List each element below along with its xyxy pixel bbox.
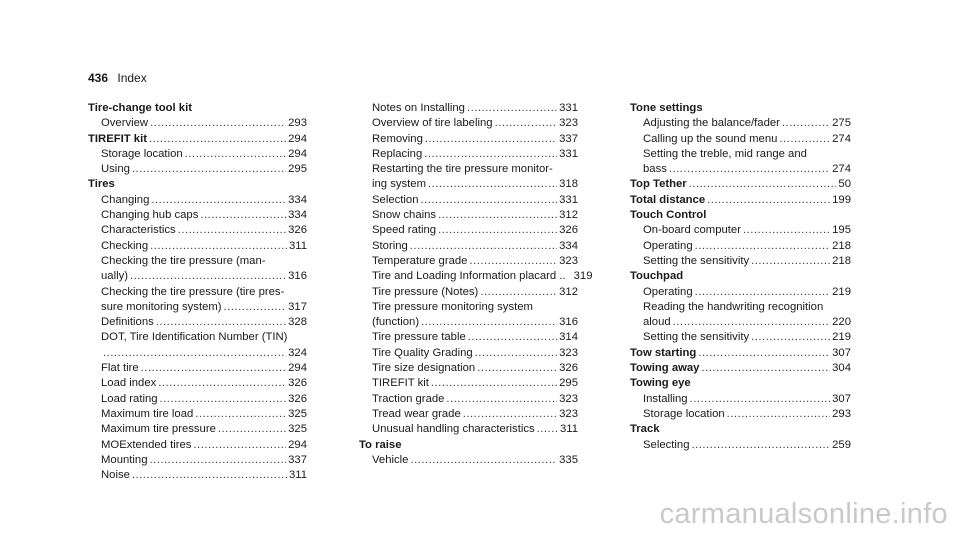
index-subentry: Restarting the tire pressure monitor- (372, 163, 553, 176)
index-subentry (88, 453, 307, 468)
leader-dots (185, 147, 286, 162)
leader-dots (160, 392, 287, 407)
page-ref: 294 (288, 438, 307, 451)
index-subentry (630, 239, 851, 254)
entry-text: Tread wear grade (372, 407, 461, 420)
index-subentry (88, 193, 307, 208)
index-subentry (630, 285, 851, 300)
page-ref: 331 (559, 102, 578, 114)
index-subentry (88, 361, 307, 376)
page-ref: 219 (832, 331, 851, 344)
leader-dots (695, 239, 831, 254)
page-ref: 335 (559, 453, 578, 466)
index-subentry (359, 254, 578, 269)
leader-dots (468, 330, 557, 345)
leader-dots (103, 346, 286, 361)
leader-dots (695, 285, 831, 300)
entry-text: Tow starting (630, 346, 697, 359)
section-title: Index (117, 71, 147, 85)
leader-dots (475, 346, 557, 361)
index-subentry (630, 315, 851, 330)
index-subentry (359, 330, 578, 345)
page-ref: 304 (832, 362, 851, 375)
index-subentry (88, 147, 307, 162)
leader-dots (425, 132, 557, 147)
index-term (630, 361, 851, 376)
entry-text: Flat tire (101, 362, 139, 375)
index-term: Touchpad (630, 270, 684, 283)
index-term (630, 193, 851, 208)
page-ref: 294 (288, 147, 307, 160)
index-column-1 (88, 101, 307, 483)
index-subentry (88, 223, 307, 238)
page-ref: 316 (559, 316, 578, 329)
index-term: Tone settings (630, 102, 703, 114)
leader-dots (779, 132, 830, 147)
page-ref: 311 (288, 239, 307, 252)
index-subentry (359, 177, 578, 192)
entry-text: Storage location (643, 407, 725, 420)
entry-text: Tire pressure table (372, 331, 466, 344)
entry-text: Setting the sensitivity (643, 331, 750, 344)
index-subentry (630, 438, 851, 453)
index-subentry: Setting the treble, mid range and (643, 147, 807, 160)
index-subentry (359, 193, 578, 208)
page-ref: 323 (559, 254, 578, 267)
index-subentry (630, 132, 851, 147)
page-ref: 50 (838, 178, 851, 191)
index-subentry (359, 346, 578, 361)
entry-text: aloud (643, 316, 671, 329)
index-subentry (88, 162, 307, 177)
entry-text: Changing (101, 193, 150, 206)
leader-dots (132, 162, 286, 177)
index-term: Towing eye (630, 377, 691, 390)
leader-dots (151, 193, 286, 208)
page-ref: 326 (288, 224, 307, 237)
leader-dots (141, 361, 286, 376)
leader-dots (480, 285, 557, 300)
page-ref: 323 (559, 407, 578, 420)
entry-text: Total distance (630, 193, 706, 206)
leader-dots (689, 177, 837, 192)
index-subentry (88, 407, 307, 422)
page-ref: 195 (832, 224, 851, 237)
leader-dots (495, 116, 558, 131)
entry-text: Mounting (101, 453, 148, 466)
page-ref: 311 (559, 423, 578, 436)
entry-text: Storage location (101, 147, 183, 160)
leader-dots (669, 162, 830, 177)
page-number: 436 (88, 71, 109, 85)
page-ref: 259 (832, 438, 851, 451)
entry-text: MOExtended tires (101, 438, 192, 451)
leader-dots (431, 376, 557, 391)
leader-dots (132, 468, 287, 483)
entry-text: TIREFIT kit (88, 132, 147, 145)
leader-dots (150, 239, 287, 254)
entry-text: Definitions (101, 316, 154, 329)
page-ref: 311 (288, 469, 307, 482)
page-ref: 312 (559, 209, 578, 222)
page-ref: 319 (573, 270, 593, 283)
index-subentry (359, 376, 578, 391)
entry-text: Maximum tire pressure (101, 423, 216, 436)
index-term: Tires (88, 178, 115, 191)
page-ref: 293 (288, 117, 307, 130)
index-subentry (88, 300, 307, 315)
leader-dots (698, 346, 830, 361)
index-subentry (88, 392, 307, 407)
index-column-2 (359, 101, 593, 468)
index-term: Track (630, 423, 660, 436)
leader-dots (782, 116, 830, 131)
index-subentry: DOT, Tire Identification Number (TIN) (101, 331, 288, 344)
leader-dots (673, 315, 830, 330)
index-term: To raise (359, 438, 402, 451)
leader-dots (158, 376, 286, 391)
entry-text: Installing (643, 392, 688, 405)
index-subentry (630, 407, 851, 422)
entry-text: Characteristics (101, 224, 176, 237)
leader-dots (751, 330, 830, 345)
leader-dots (428, 177, 557, 192)
entry-text: Maximum tire load (101, 407, 194, 420)
entry-text: Setting the sensitivity (643, 254, 750, 267)
leader-dots (224, 300, 287, 315)
page-ref: 331 (559, 193, 578, 206)
page-ref: 331 (559, 147, 578, 160)
entry-text: Removing (372, 132, 423, 145)
page-ref: 218 (832, 239, 851, 252)
leader-dots (200, 208, 286, 223)
leader-dots (467, 101, 557, 116)
leader-dots (420, 193, 557, 208)
index-subentry (359, 392, 578, 407)
leader-dots (438, 208, 557, 223)
leader-dots (178, 223, 286, 238)
page-ref: 314 (559, 331, 578, 344)
entry-text: On-board computer (643, 224, 741, 237)
entry-text: Notes on Installing (372, 102, 465, 114)
entry-text: Calling up the sound menu (643, 132, 778, 145)
page-ref: 293 (832, 407, 851, 420)
leader-dots (463, 407, 557, 422)
index-subentry (88, 376, 307, 391)
index-subentry (630, 330, 851, 345)
page-ref: 317 (288, 300, 307, 313)
leader-dots (150, 116, 286, 131)
index-subentry: Tire pressure monitoring system (372, 300, 533, 313)
page-ref: 326 (288, 377, 307, 390)
leader-dots (751, 254, 830, 269)
leader-dots (438, 223, 557, 238)
page-ref: 218 (832, 254, 851, 267)
entry-text: Load index (101, 377, 157, 390)
leader-dots (410, 453, 557, 468)
entry-text: (function) (372, 316, 420, 329)
index-subentry (359, 453, 578, 468)
index-term (630, 177, 851, 192)
index-subentry (359, 269, 593, 284)
leader-dots (707, 193, 830, 208)
leader-dots (195, 407, 286, 422)
entry-text: Tire Quality Grading (372, 346, 473, 359)
page-ref: 307 (832, 392, 851, 405)
leader-dots (421, 315, 557, 330)
index-term (630, 346, 851, 361)
entry-text: Towing away (630, 362, 700, 375)
page-ref: 295 (288, 163, 307, 176)
index-subentry (359, 315, 578, 330)
leader-dots (410, 239, 557, 254)
page-ref: 323 (559, 392, 578, 405)
index-subentry (630, 254, 851, 269)
index-subentry (88, 422, 307, 437)
entry-text: Tire and Loading Information placard .. (372, 270, 566, 283)
entry-text: Snow chains (372, 209, 437, 222)
index-term: Touch Control (630, 209, 707, 222)
page-ref: 220 (832, 316, 851, 329)
index-subentry: Checking the tire pressure (tire pres- (101, 285, 285, 298)
index-subentry: Reading the handwriting recognition (643, 300, 824, 313)
index-subentry (359, 208, 578, 223)
leader-dots (743, 223, 830, 238)
index-subentry (630, 223, 851, 238)
entry-text: Selecting (643, 438, 690, 451)
leader-dots (130, 269, 286, 284)
index-subentry (359, 147, 578, 162)
page-header (88, 70, 147, 86)
page-ref: 323 (559, 346, 578, 359)
entry-text: Tire size designation (372, 362, 476, 375)
page-ref: 326 (288, 392, 307, 405)
entry-text: Traction grade (372, 392, 445, 405)
entry-text: Operating (643, 285, 693, 298)
entry-text: TIREFIT kit (372, 377, 429, 390)
index-subentry (359, 116, 578, 131)
index-subentry (88, 116, 307, 131)
entry-text: Temperature grade (372, 254, 468, 267)
index-subentry (88, 239, 307, 254)
entry-text: Adjusting the balance/fader (643, 117, 780, 130)
leader-dots (691, 438, 830, 453)
leader-dots (469, 254, 557, 269)
page-ref: 334 (559, 239, 578, 252)
page-ref: 326 (559, 362, 578, 375)
page-ref: 325 (288, 423, 307, 436)
entry-text: Noise (101, 469, 130, 482)
page-ref: 318 (559, 178, 578, 191)
entry-text: sure monitoring system) (101, 300, 222, 313)
page-ref: 294 (288, 362, 307, 375)
entry-text: Operating (643, 239, 693, 252)
entry-text: Speed rating (372, 224, 437, 237)
entry-text: Checking (101, 239, 149, 252)
index-subentry (630, 162, 851, 177)
entry-text: Unusual handling characteristics (372, 423, 535, 436)
page-ref: 325 (288, 407, 307, 420)
index-subentry (88, 315, 307, 330)
page-ref: 219 (832, 285, 851, 298)
leader-dots (690, 392, 831, 407)
page-ref: 274 (832, 163, 851, 176)
leader-dots (701, 361, 830, 376)
entry-text: Overview (101, 117, 149, 130)
entry-text: Storing (372, 239, 408, 252)
index-subentry (88, 346, 307, 361)
index-subentry (359, 132, 578, 147)
leader-dots (477, 361, 557, 376)
page-ref: 312 (559, 285, 578, 298)
entry-text: Replacing (372, 147, 423, 160)
index-column-3 (630, 101, 851, 453)
index-subentry (359, 407, 578, 422)
entry-text: Changing hub caps (101, 209, 199, 222)
index-subentry (359, 422, 578, 437)
leader-dots (446, 392, 557, 407)
page-ref: 326 (559, 224, 578, 237)
leader-dots (727, 407, 830, 422)
index-subentry (88, 468, 307, 483)
leader-dots (218, 422, 286, 437)
leader-dots (149, 453, 286, 468)
entry-text: Using (101, 163, 130, 176)
entry-text: Overview of tire labeling (372, 117, 493, 130)
index-subentry (630, 392, 851, 407)
leader-dots (156, 315, 286, 330)
index-subentry: Checking the tire pressure (man- (101, 254, 266, 267)
entry-text: ing system (372, 178, 426, 191)
page-ref: 274 (832, 132, 851, 145)
page-ref: 334 (288, 209, 307, 222)
leader-dots (424, 147, 557, 162)
leader-dots (193, 438, 286, 453)
page-ref: 337 (288, 453, 307, 466)
index-subentry (88, 438, 307, 453)
index-subentry (359, 285, 578, 300)
index-subentry (88, 269, 307, 284)
leader-dots (149, 132, 286, 147)
index-term (88, 132, 307, 147)
page-ref: 294 (288, 132, 307, 145)
index-subentry (359, 361, 578, 376)
page-ref: 307 (832, 346, 851, 359)
leader-dots (537, 422, 558, 437)
entry-text: Selection (372, 193, 419, 206)
entry-text: Tire pressure (Notes) (372, 285, 479, 298)
page-ref: 316 (288, 270, 307, 283)
index-subentry (630, 116, 851, 131)
page-ref: 295 (559, 377, 578, 390)
index-subentry (88, 208, 307, 223)
index-subentry (359, 101, 578, 116)
entry-text: Load rating (101, 392, 158, 405)
entry-text: ually) (101, 270, 128, 283)
page-ref: 328 (288, 316, 307, 329)
index-subentry (359, 239, 578, 254)
entry-text: Vehicle (372, 453, 409, 466)
entry-text: bass (643, 163, 667, 176)
page-ref: 337 (559, 132, 578, 145)
index-subentry (359, 223, 578, 238)
page-ref: 324 (288, 346, 307, 359)
page-ref: 323 (559, 117, 578, 130)
page-ref: 275 (832, 117, 851, 130)
index-term: Tire-change tool kit (88, 102, 192, 114)
page-ref: 199 (832, 193, 851, 206)
watermark: carmanualsonline.info (659, 498, 948, 530)
entry-text: Top Tether (630, 178, 687, 191)
page-ref: 334 (288, 193, 307, 206)
